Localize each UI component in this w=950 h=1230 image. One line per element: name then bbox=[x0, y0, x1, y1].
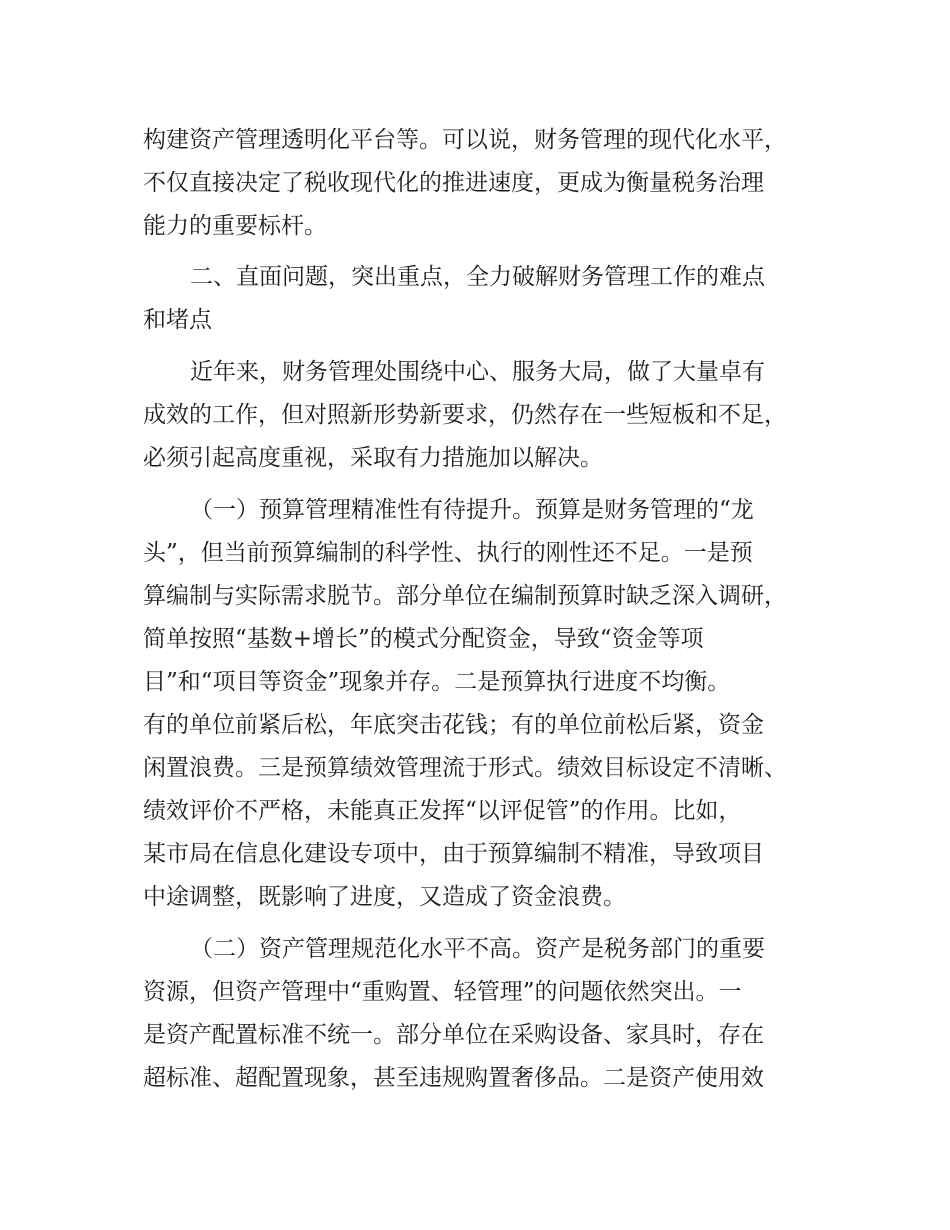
text-line: 成效的工作，但对照新形势新要求，仍然存在一些短板和不足， bbox=[143, 402, 787, 428]
section-heading-line: 和堵点 bbox=[143, 307, 212, 333]
text-line: 某市局在信息化建设专项中，由于预算编制不精准，导致项目 bbox=[143, 841, 764, 867]
text-line: 算编制与实际需求脱节。部分单位在编制预算时缺乏深入调研， bbox=[143, 583, 787, 609]
text-line: 近年来，财务管理处围绕中心、服务大局，做了大量卓有 bbox=[190, 359, 765, 385]
text-line: 必须引起高度重视，采取有力措施加以解决。 bbox=[143, 445, 603, 471]
text-line: 超标准、超配置现象，甚至违规购置奢侈品。二是资产使用效 bbox=[143, 1065, 764, 1091]
text-line: 头”，但当前预算编制的科学性、执行的刚性还不足。一是预 bbox=[143, 540, 753, 566]
text-line: 中途调整，既影响了进度，又造成了资金浪费。 bbox=[143, 884, 626, 910]
text-line: 目”和“项目等资金”现象并存。二是预算执行进度不均衡。 bbox=[143, 669, 731, 695]
text-line: 有的单位前紧后松，年底突击花钱；有的单位前松后紧，资金 bbox=[143, 712, 764, 738]
section-heading-line: 二、直面问题，突出重点，全力破解财务管理工作的难点 bbox=[190, 264, 765, 290]
text-line: （二）资产管理规范化水平不高。资产是税务部门的重要 bbox=[190, 936, 765, 962]
text-line: 简单按照“基数+增长”的模式分配资金，导致“资金等项 bbox=[143, 626, 704, 652]
text-line: 资源，但资产管理中“重购置、轻管理”的问题依然突出。一 bbox=[143, 979, 742, 1005]
text-line: 构建资产管理透明化平台等。可以说，财务管理的现代化水平， bbox=[143, 127, 787, 153]
text-line: 是资产配置标准不统一。部分单位在采购设备、家具时，存在 bbox=[143, 1022, 764, 1048]
text-line: 不仅直接决定了税收现代化的推进速度，更成为衡量税务治理 bbox=[143, 170, 764, 196]
text-line: 闲置浪费。三是预算绩效管理流于形式。绩效目标设定不清晰、 bbox=[143, 755, 787, 781]
text-line: （一）预算管理精准性有待提升。预算是财务管理的“龙 bbox=[190, 497, 754, 523]
text-line: 能力的重要标杆。 bbox=[143, 213, 327, 239]
text-line: 绩效评价不严格，未能真正发挥“以评促管”的作用。比如， bbox=[143, 798, 742, 824]
